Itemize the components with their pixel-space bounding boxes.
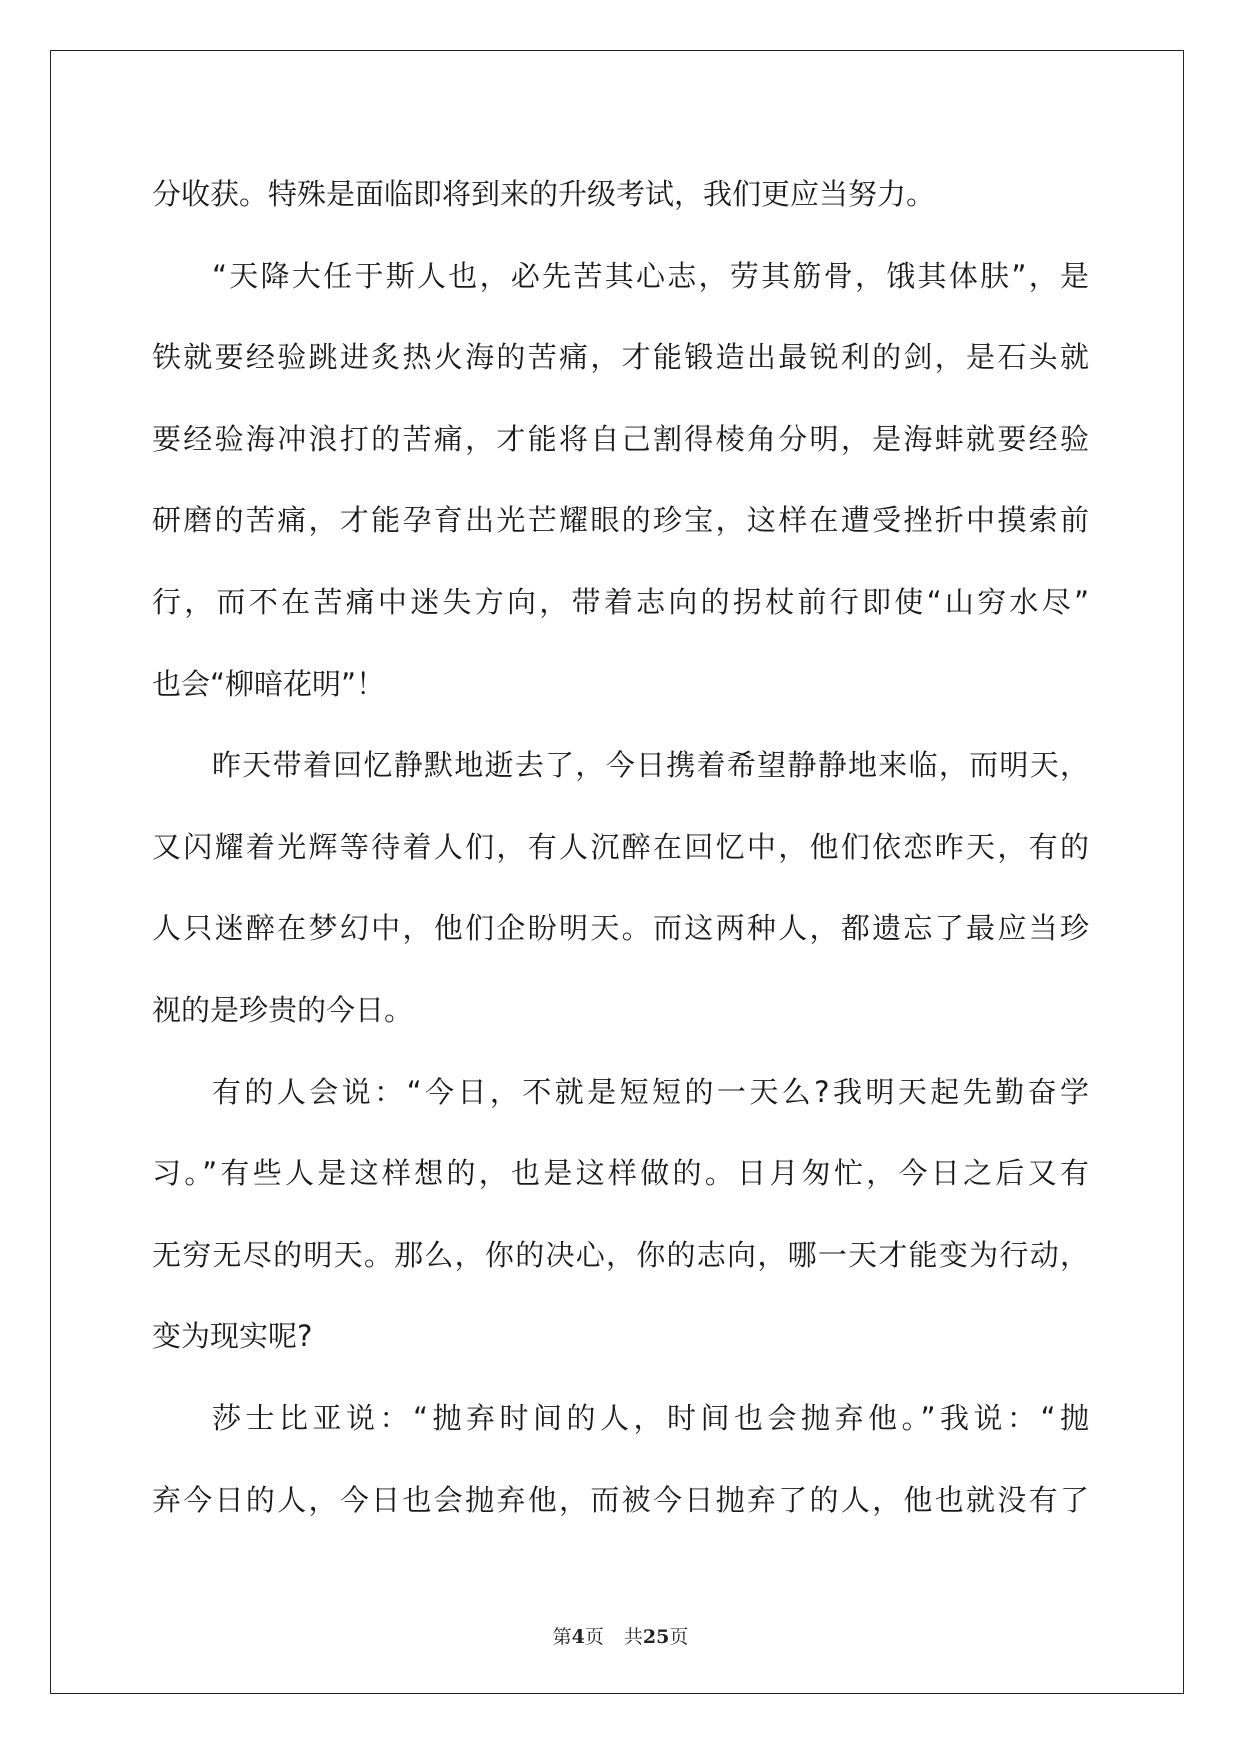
footer-page-prefix: 第 (552, 1626, 572, 1648)
text-line: 有的人会说：“今日，不就是短短的一天么?我明天起先勤奋学 (212, 1074, 1089, 1109)
text-line: 研磨的苦痛，才能孕育出光芒耀眼的珍宝，这样在遭受挫折中摸索前 (152, 503, 1089, 538)
text-line: 人只迷醉在梦幻中，他们企盼明天。而这两种人，都遗忘了最应当珍 (152, 911, 1089, 946)
text-line: 习。”有些人是这样想的，也是这样做的。日月匆忙，今日之后又有 (152, 1156, 1089, 1191)
text-line: 莎士比亚说：“抛弃时间的人，时间也会抛弃他。”我说：“抛 (212, 1400, 1089, 1435)
text-line: 视的是珍贵的今日。 (152, 992, 414, 1027)
text-line: 昨天带着回忆静默地逝去了，今日携着希望静静地来临，而明天， (212, 748, 1089, 783)
text-line: 无穷无尽的明天。那么，你的决心，你的志向，哪一天才能变为行动， (152, 1237, 1089, 1272)
document-body (152, 154, 1089, 1541)
footer-page-suffix: 页 (584, 1626, 604, 1648)
footer-total-prefix: 共 (623, 1626, 643, 1648)
current-page-number: 4 (571, 1626, 585, 1648)
total-page-count: 25 (642, 1626, 670, 1648)
text-line: “天降大任于斯人也，必先苦其心志，劳其筋骨，饿其体肤”，是 (212, 258, 1089, 293)
text-line: 分收获。特殊是面临即将到来的升级考试，我们更应当努力。 (152, 177, 936, 211)
text-line: 弃今日的人，今日也会抛弃他，而被今日抛弃了的人，他也就没有了 (152, 1482, 1089, 1517)
footer-total-suffix: 页 (669, 1626, 689, 1648)
text-line: 铁就要经验跳进炙热火海的苦痛，才能锻造出最锐利的剑，是石头就 (152, 340, 1089, 375)
text-line: 行，而不在苦痛中迷失方向，带着志向的拐杖前行即使“山穷水尽” (152, 584, 1089, 619)
text-line: 也会“柳暗花明”！ (152, 666, 386, 701)
text-line: 又闪耀着光辉等待着人们，有人沉醉在回忆中，他们依恋昨天，有的 (152, 829, 1089, 864)
text-line: 变为现实呢? (152, 1319, 313, 1354)
page-footer (0, 1622, 1241, 1649)
text-line: 要经验海冲浪打的苦痛，才能将自己割得棱角分明，是海蚌就要经验 (152, 421, 1089, 456)
